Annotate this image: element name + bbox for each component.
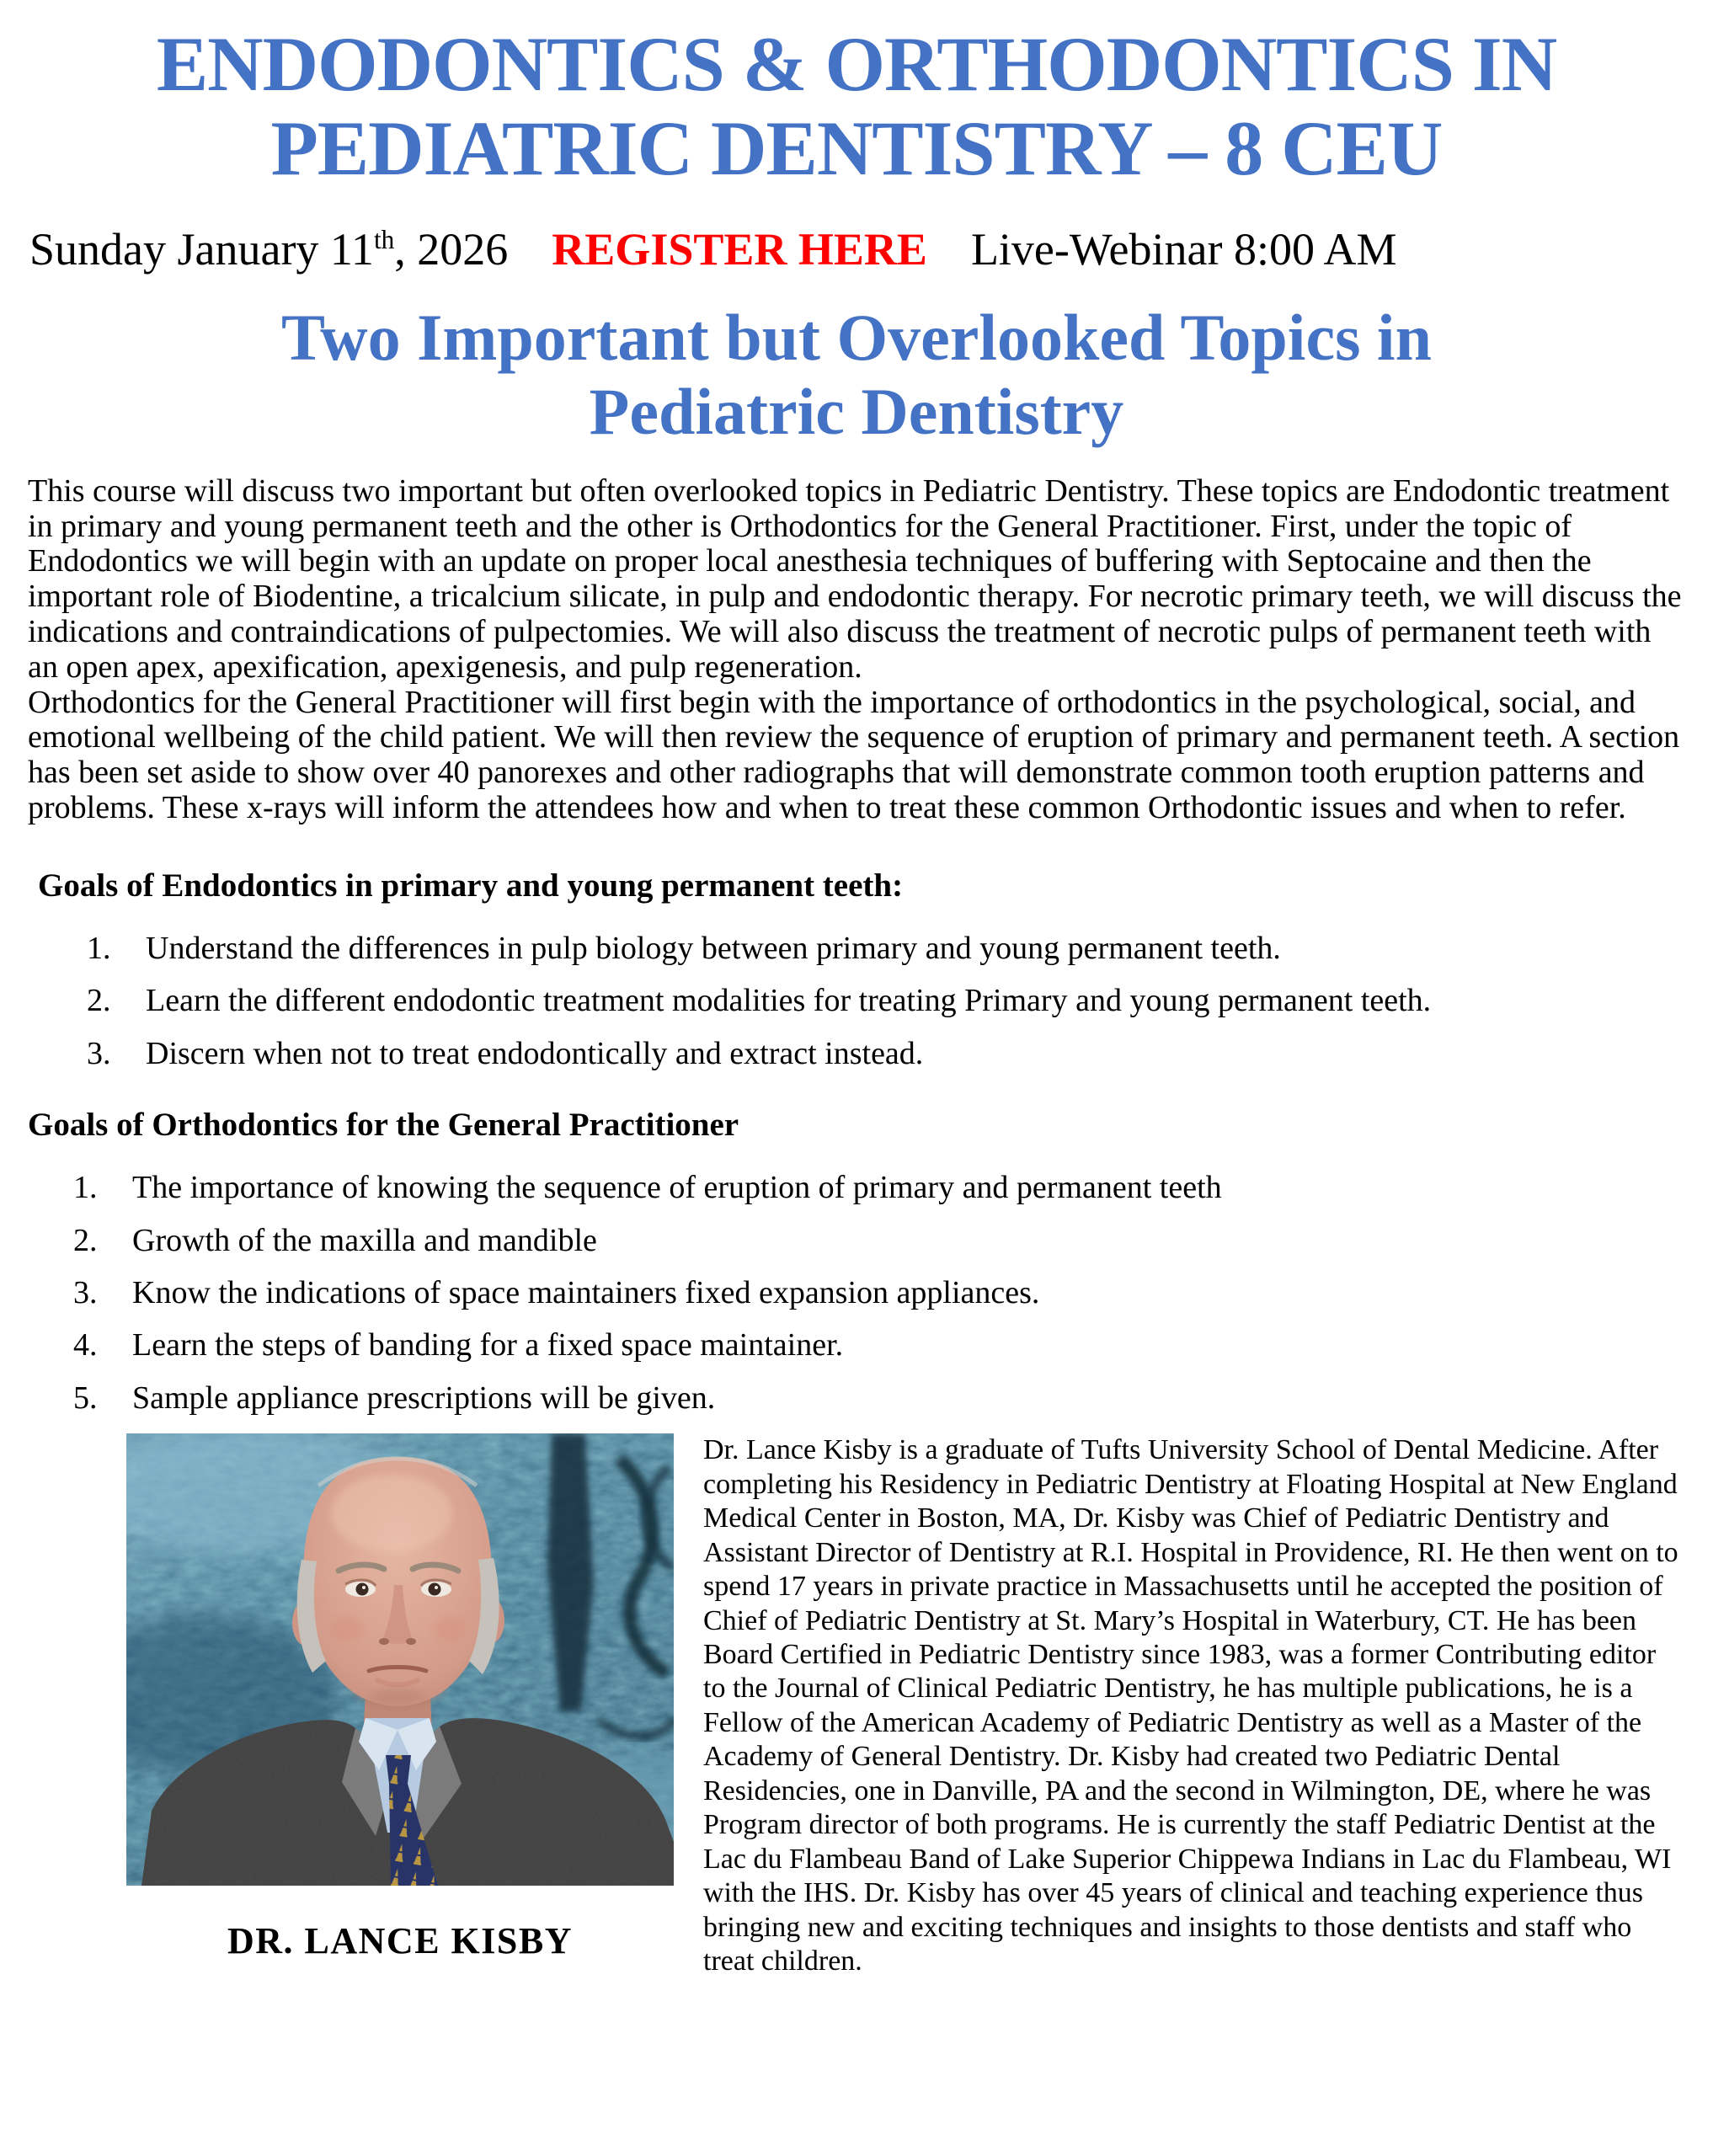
orthodontics-goal-item: The importance of knowing the sequence of eruption of primary and permanent teeth: [132, 1170, 1222, 1206]
event-date: [29, 223, 508, 275]
course-description-paragraph-2: Orthodontics for the General Practitioner will first begin with the importance of orthodontics in the psychological, social, and emotional wellbeing of the child patient. We will then review the sequence of eruption of primary and permanent teeth. A section has been set aside to show over 40 panorexes and other radiographs that will demonstrate common tooth eruption patterns and problems. These x-rays will inform the attendees how and when to treat these common Orthodontic issues and when to refer.: [28, 684, 1680, 825]
course-subtitle: [28, 301, 1685, 449]
orthodontics-goal-item: Know the indications of space maintainers fixed expansion appliances.: [132, 1274, 1040, 1310]
endodontics-goal-item: Discern when not to treat endodontically and extract instead.: [146, 1035, 924, 1071]
orthodontics-goals-heading: Goals of Orthodontics for the General Practitioner: [28, 1107, 739, 1144]
course-description-paragraph-1: This course will discuss two important but often overlooked topics in Pediatric Dentistry. These topics are Endodontic treatment in primary and young permanent teeth and the other is Orthodontics for the General Practitioner. First, under the topic of Endodontics we will begin with an update on proper local anesthesia techniques of buffering with Septocaine and then the important role of Biodentine, a tricalcium silicate, in pulp and endodontic therapy. For necrotic primary teeth, we will discuss the indications and contraindications of pulpectomies. We will also discuss the treatment of necrotic pulps of permanent teeth with an open apex, apexification, apexigenesis, and pulp regeneration.: [28, 472, 1682, 685]
event-date-ordinal: th: [373, 224, 395, 254]
endodontics-goal-item: Learn the different endodontic treatment modalities for treating Primary and young permanent teeth.: [146, 983, 1432, 1019]
speaker-name-caption: DR. LANCE KISBY: [227, 1920, 573, 1962]
endodontics-goal-item: Understand the differences in pulp biology between primary and young permanent teeth.: [146, 930, 1281, 966]
page-title-line1: ENDODONTICS & ORTHODONTICS IN: [156, 21, 1557, 107]
page-title: [28, 22, 1685, 191]
event-date-day: Sunday January 11: [29, 223, 374, 275]
register-link[interactable]: REGISTER HERE: [552, 223, 927, 275]
orthodontics-goal-item: Learn the steps of banding for a fixed space maintainer.: [132, 1327, 844, 1364]
webinar-info: Live-Webinar 8:00 AM: [970, 223, 1397, 275]
orthodontics-goals-list: [28, 1166, 1685, 1420]
course-subtitle-line2: Pediatric Dentistry: [589, 374, 1124, 448]
page-title-line2: PEDIATRIC DENTISTRY – 8 CEU: [270, 105, 1443, 192]
event-date-year: , 2026: [394, 223, 509, 275]
event-info-row: [29, 223, 1685, 275]
orthodontics-goal-item: Growth of the maxilla and mandible: [132, 1222, 597, 1258]
speaker-photo-column: [126, 1433, 674, 1978]
course-subtitle-line1: Two Important but Overlooked Topics in: [281, 300, 1432, 374]
speaker-photo: [126, 1433, 674, 1886]
course-description: [28, 474, 1685, 826]
endodontics-goals-heading: Goals of Endodontics in primary and young permanent teeth:: [38, 867, 904, 904]
speaker-bio: Dr. Lance Kisby is a graduate of Tufts University School of Dental Medicine. After completing his Residency in Pediatric Dentistry at Floating Hospital at New England Medical Center in Boston, MA, Dr. Kisby was Chief of Pediatric Dentistry and Assistant Director of Dentistry at R.I. Hospital in Providence, RI. He then went on to spend 17 years in private practice in Massachusetts until he accepted the position of Chief of Pediatric Dentistry at St. Mary’s Hospital in Waterbury, CT. He has been Board Certified in Pediatric Dentistry since 1983, was a former Contributing editor to the Journal of Clinical Pediatric Dentistry, he has multiple publications, he is a Fellow of the American Academy of Pediatric Dentistry as well as a Master of the Academy of General Dentistry. Dr. Kisby had created two Pediatric Dental Residencies, one in Danville, PA and the second in Wilmington, DE, where he was Program director of both programs. He is currently the staff Pediatric Dentist at the Lac du Flambeau Band of Lake Superior Chippewa Indians in Lac du Flambeau, WI with the IHS. Dr. Kisby has over 45 years of clinical and teaching experience thus bringing new and exciting techniques and insights to those dentists and staff who treat children.: [703, 1434, 1678, 1977]
endodontics-goals-list: [28, 926, 1527, 1075]
orthodontics-goal-item: Sample appliance prescriptions will be given.: [132, 1380, 716, 1416]
speaker-section: [28, 1433, 1685, 1978]
